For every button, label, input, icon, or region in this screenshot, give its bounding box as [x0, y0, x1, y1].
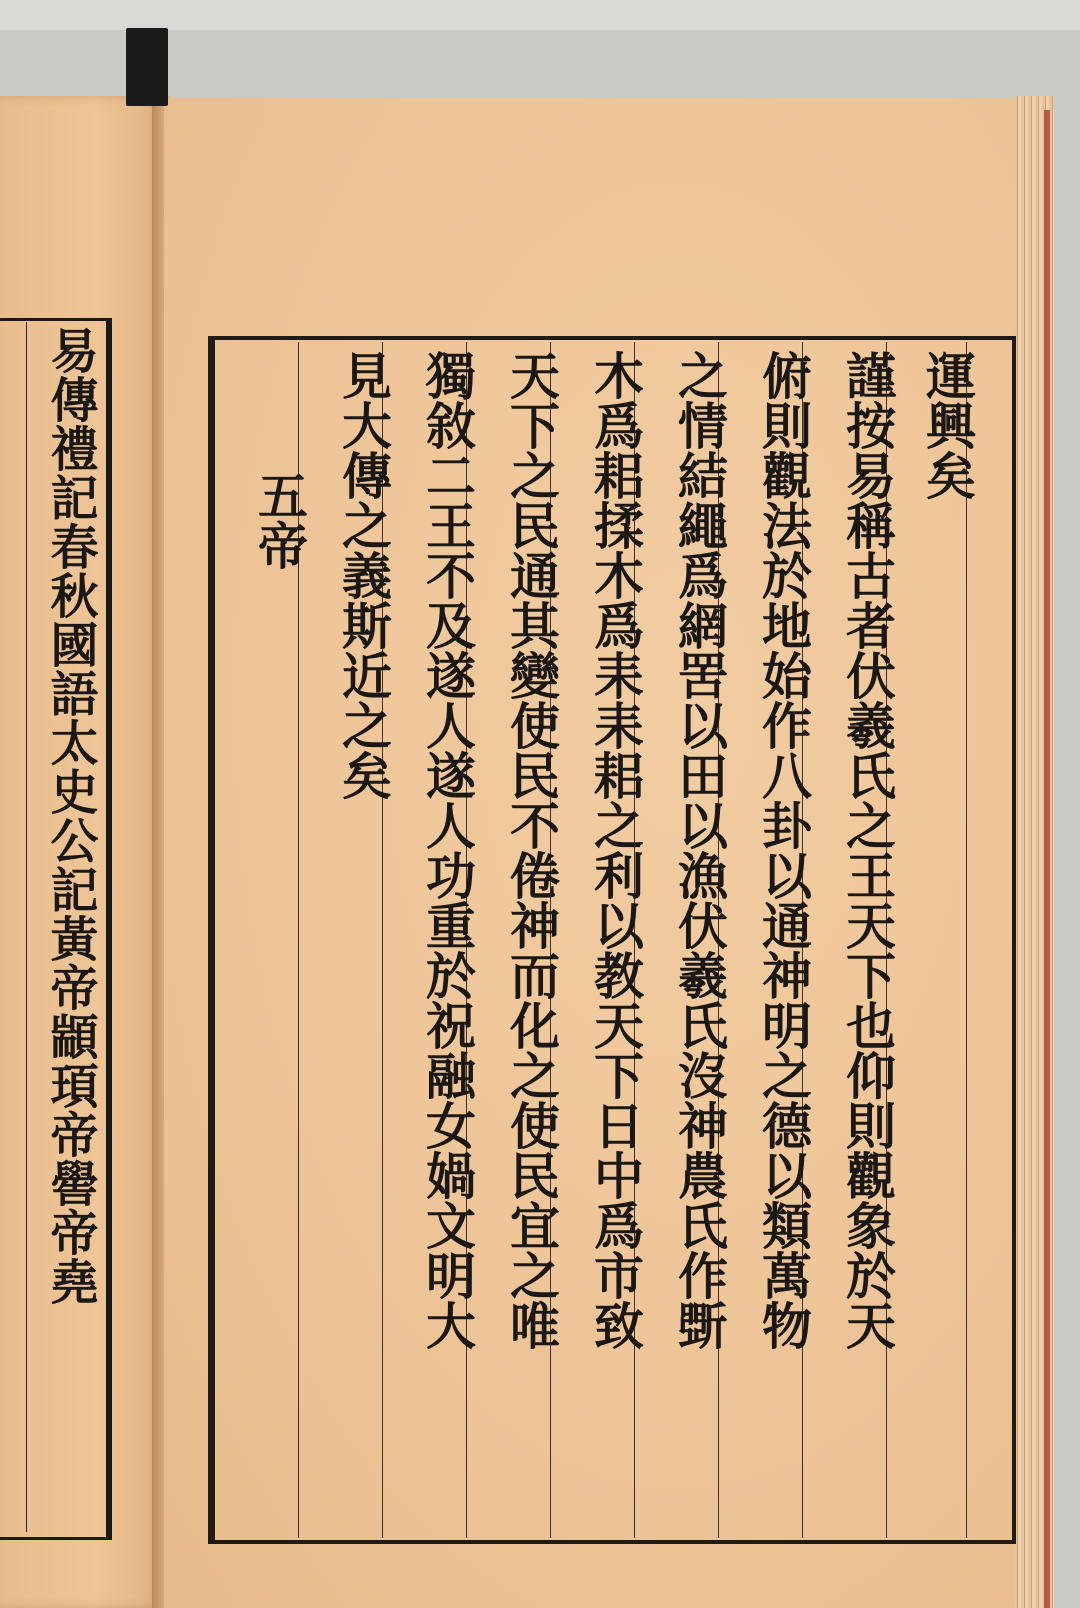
background-top	[0, 0, 1080, 30]
bookmark-ribbon	[126, 28, 168, 106]
left-page-text-column: 易傳禮記春秋國語太史公記黃帝顓頊帝嚳帝堯	[42, 326, 98, 1306]
text-column-7: 獨敘二王不及遂人遂人功重於祝融女媧文明大	[418, 350, 477, 1350]
text-column-5: 木爲耜揉木爲耒耒耜之利以教天下日中爲市致	[586, 350, 645, 1350]
left-column-rule	[26, 322, 27, 1532]
page-edge-red	[1044, 110, 1050, 1608]
text-column-8: 見大傳之義斯近之矣	[334, 350, 393, 800]
text-column-3: 俯則觀法於地始作八卦以通神明之德以類萬物	[754, 350, 813, 1350]
column-rule	[966, 342, 967, 1538]
text-column-6: 天下之民通其變使民不倦神而化之使民宜之唯	[502, 350, 561, 1350]
text-column-1: 運興矣	[918, 350, 977, 500]
section-heading: 五帝	[250, 470, 309, 570]
text-column-4: 之情結繩爲網罟以田以漁伏羲氏沒神農氏作斲	[670, 350, 729, 1350]
text-column-2: 謹按易稱古者伏羲氏之王天下也仰則觀象於天	[838, 350, 897, 1350]
